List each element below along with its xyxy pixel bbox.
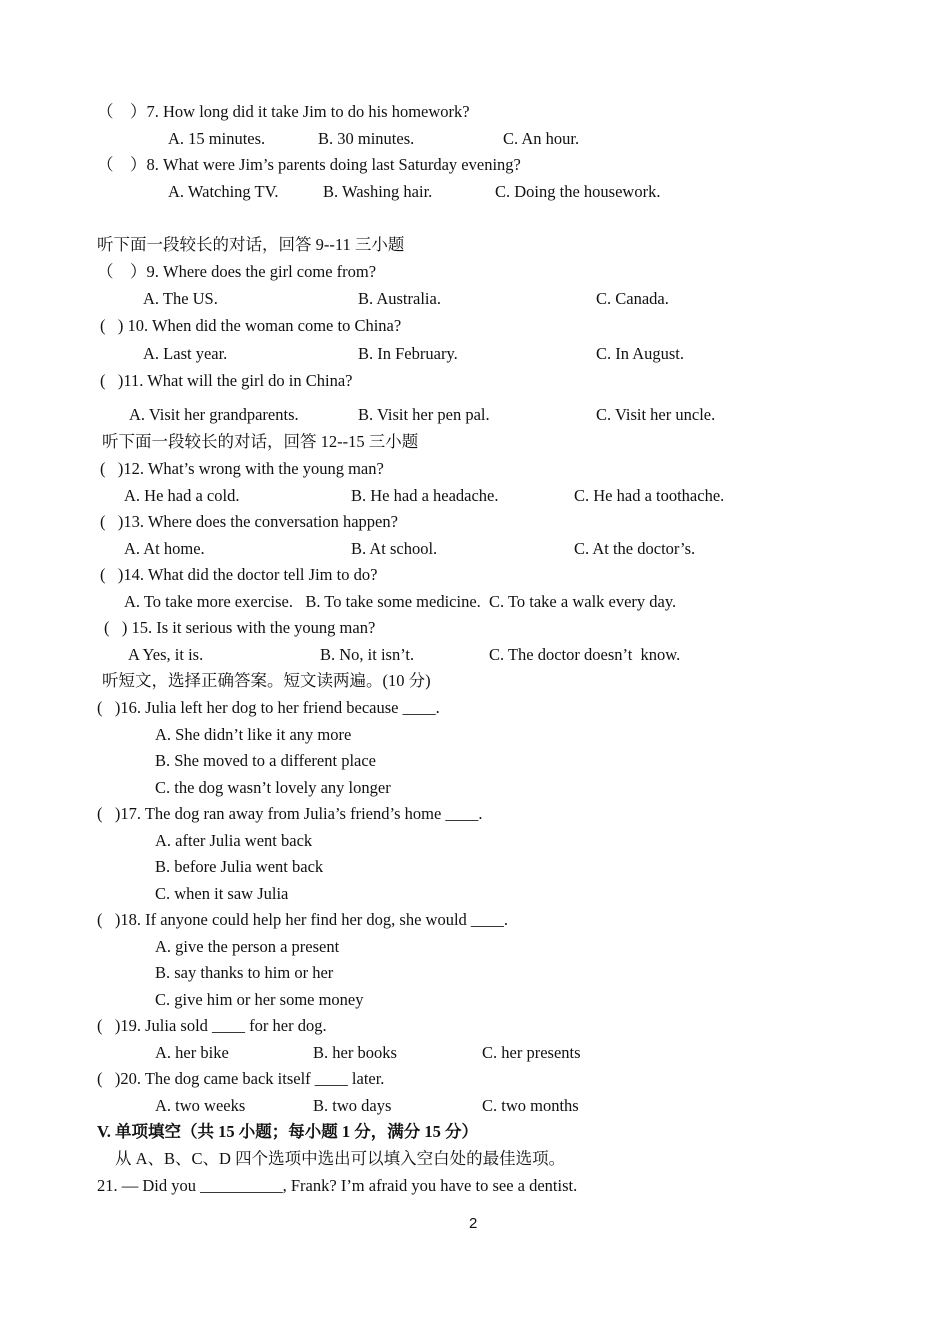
q15-stem: ( ) 15. Is it serious with the young man? xyxy=(104,618,376,637)
q18-option-b: B. say thanks to him or her xyxy=(155,963,334,982)
q12-option-a: A. He had a cold. xyxy=(124,486,240,505)
q16-option-c: C. the dog wasn’t lovely any longer xyxy=(155,778,391,797)
q13-option-b: B. At school. xyxy=(351,539,438,558)
q17-option-c: C. when it saw Julia xyxy=(155,884,289,903)
q20-option-a: A. two weeks xyxy=(155,1096,246,1115)
q9-stem: （ ）9. Where does the girl come from? xyxy=(97,262,377,281)
q19-option-b: B. her books xyxy=(313,1043,397,1062)
q20-stem: ( )20. The dog came back itself ____ later. xyxy=(97,1069,385,1088)
q13-option-a: A. At home. xyxy=(124,539,205,558)
q9-option-b: B. Australia. xyxy=(358,289,441,308)
q17-option-a: A. after Julia went back xyxy=(155,831,313,850)
q13-stem: ( )13. Where does the conversation happen? xyxy=(100,512,398,531)
q12-option-c: C. He had a toothache. xyxy=(574,486,725,505)
q8-option-b: B. Washing hair. xyxy=(323,182,433,201)
q12-option-b: B. He had a headache. xyxy=(351,486,499,505)
q15-option-a: A Yes, it is. xyxy=(128,645,204,664)
section-v-heading xyxy=(97,1122,478,1142)
q19-option-c: C. her presents xyxy=(482,1043,581,1062)
q10-option-c: C. In August. xyxy=(596,344,685,363)
section-v-roman: V. xyxy=(97,1122,111,1141)
q8-option-c: C. Doing the housework. xyxy=(495,182,661,201)
q11-stem: ( )11. What will the girl do in China? xyxy=(100,371,353,390)
page-number: 2 xyxy=(469,1215,478,1232)
q7-option-a: A. 15 minutes. xyxy=(168,129,266,148)
q15-option-c: C. The doctor doesn’t know. xyxy=(489,645,681,664)
section-9-11-heading: 听下面一段较长的对话，回答 9--11 三小题 xyxy=(97,235,405,254)
section-v-instruction: 从 A、B、C、D 四个选项中选出可以填入空白处的最佳选项。 xyxy=(115,1149,566,1168)
q16-option-a: A. She didn’t like it any more xyxy=(155,725,352,744)
q20-option-b: B. two days xyxy=(313,1096,392,1115)
q7-option-b: B. 30 minutes. xyxy=(318,129,415,148)
q19-stem: ( )19. Julia sold ____ for her dog. xyxy=(97,1016,327,1035)
q11-option-b: B. Visit her pen pal. xyxy=(358,405,490,424)
q7-stem: （ ）7. How long did it take Jim to do his homework? xyxy=(97,102,470,121)
q17-stem: ( )17. The dog ran away from Julia’s friend’s home ____. xyxy=(97,804,483,823)
q16-option-b: B. She moved to a different place xyxy=(155,751,377,770)
q18-option-a: A. give the person a present xyxy=(155,937,340,956)
q9-option-a: A. The US. xyxy=(143,289,218,308)
q18-stem: ( )18. If anyone could help her find her dog, she would ____. xyxy=(97,910,509,929)
q21-stem: 21. — Did you __________, Frank? I’m afraid you have to see a dentist. xyxy=(97,1176,578,1195)
q9-option-c: C. Canada. xyxy=(596,289,669,308)
q13-option-c: C. At the doctor’s. xyxy=(574,539,696,558)
q20-option-c: C. two months xyxy=(482,1096,579,1115)
q19-option-a: A. her bike xyxy=(155,1043,229,1062)
q10-option-b: B. In February. xyxy=(358,344,458,363)
q11-option-c: C. Visit her uncle. xyxy=(596,405,716,424)
section-v-title: 单项填空（共 15 小题；每小题 1 分，满分 15 分） xyxy=(115,1122,479,1141)
q8-stem: （ ）8. What were Jim’s parents doing last Saturday evening? xyxy=(97,155,521,174)
section-12-15-heading: 听下面一段较长的对话，回答 12--15 三小题 xyxy=(102,432,419,451)
section-16-20-heading: 听短文，选择正确答案。短文读两遍。(10 分) xyxy=(102,671,431,690)
q16-stem: ( )16. Julia left her dog to her friend because ____. xyxy=(97,698,440,717)
q14-stem: ( )14. What did the doctor tell Jim to do? xyxy=(100,565,378,584)
q11-option-a: A. Visit her grandparents. xyxy=(129,405,299,424)
q12-stem: ( )12. What’s wrong with the young man? xyxy=(100,459,384,478)
q8-option-a: A. Watching TV. xyxy=(168,182,279,201)
q17-option-b: B. before Julia went back xyxy=(155,857,324,876)
q10-stem: ( ) 10. When did the woman come to China? xyxy=(100,316,402,335)
q10-option-a: A. Last year. xyxy=(143,344,228,363)
q14-options: A. To take more exercise. B. To take some medicine. C. To take a walk every day. xyxy=(124,592,677,611)
q18-option-c: C. give him or her some money xyxy=(155,990,364,1009)
q7-option-c: C. An hour. xyxy=(503,129,580,148)
q15-option-b: B. No, it isn’t. xyxy=(320,645,415,664)
